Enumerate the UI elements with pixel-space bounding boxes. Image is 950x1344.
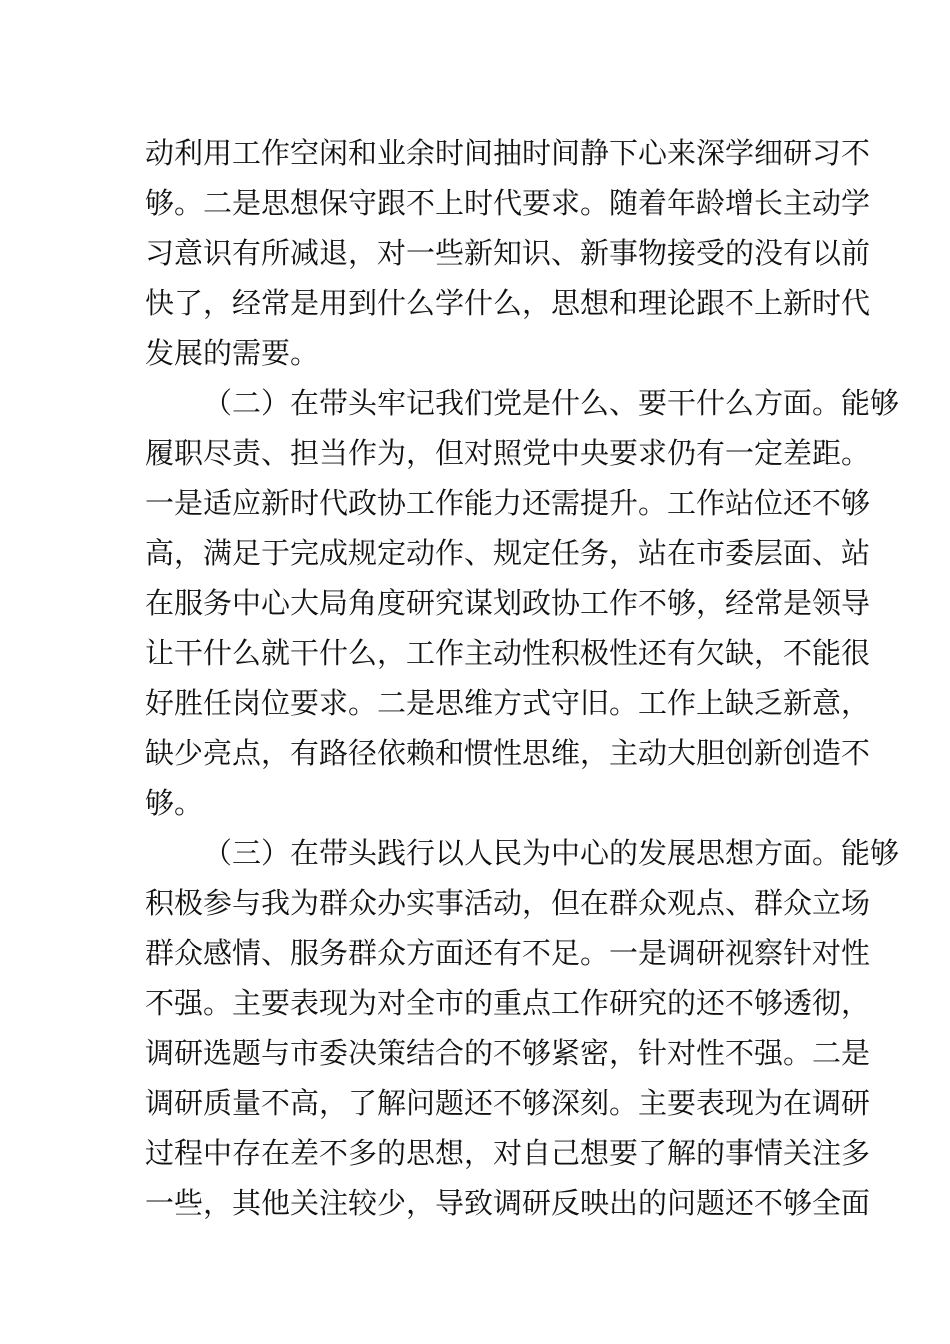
section-heading-2: （二）在带头牢记我们党是什么、要干什么方面。能够 (203, 386, 900, 420)
text-line: 发展的需要。 (145, 336, 320, 370)
text-line: 缺少亮点，有路径依赖和惯性思维，主动大胆创新创造不 (145, 736, 871, 770)
section-heading-3: （三）在带头践行以人民为中心的发展思想方面。能够 (203, 836, 900, 870)
text-line: 高，满足于完成规定动作、规定任务，站在市委层面、站 (145, 536, 871, 570)
text-line: 群众感情、服务群众方面还有不足。一是调研视察针对性 (145, 936, 871, 970)
text-line: 一些，其他关注较少，导致调研反映出的问题还不够全面 (145, 1186, 871, 1220)
text-line: 在服务中心大局角度研究谋划政协工作不够，经常是领导 (145, 586, 871, 620)
text-line: 够。 (145, 786, 204, 820)
text-line: 快了，经常是用到什么学什么，思想和理论跟不上新时代 (145, 286, 871, 320)
text-line: 积极参与我为群众办实事活动，但在群众观点、群众立场 (145, 886, 871, 920)
text-line: 够。二是思想保守跟不上时代要求。随着年龄增长主动学 (145, 186, 871, 220)
text-line: 一是适应新时代政协工作能力还需提升。工作站位还不够 (145, 486, 871, 520)
text-line: 过程中存在差不多的思想，对自己想要了解的事情关注多 (145, 1136, 871, 1170)
text-line: 不强。主要表现为对全市的重点工作研究的还不够透彻， (145, 986, 871, 1020)
text-line: 履职尽责、担当作为，但对照党中央要求仍有一定差距。 (145, 436, 871, 470)
text-line: 让干什么就干什么，工作主动性积极性还有欠缺，不能很 (145, 636, 871, 670)
text-line: 动利用工作空闲和业余时间抽时间静下心来深学细研习不 (145, 136, 871, 170)
text-line: 好胜任岗位要求。二是思维方式守旧。工作上缺乏新意， (145, 686, 871, 720)
text-line: 习意识有所减退，对一些新知识、新事物接受的没有以前 (145, 236, 871, 270)
text-line: 调研质量不高，了解问题还不够深刻。主要表现为在调研 (145, 1086, 871, 1120)
text-line: 调研选题与市委决策结合的不够紧密，针对性不强。二是 (145, 1036, 871, 1070)
